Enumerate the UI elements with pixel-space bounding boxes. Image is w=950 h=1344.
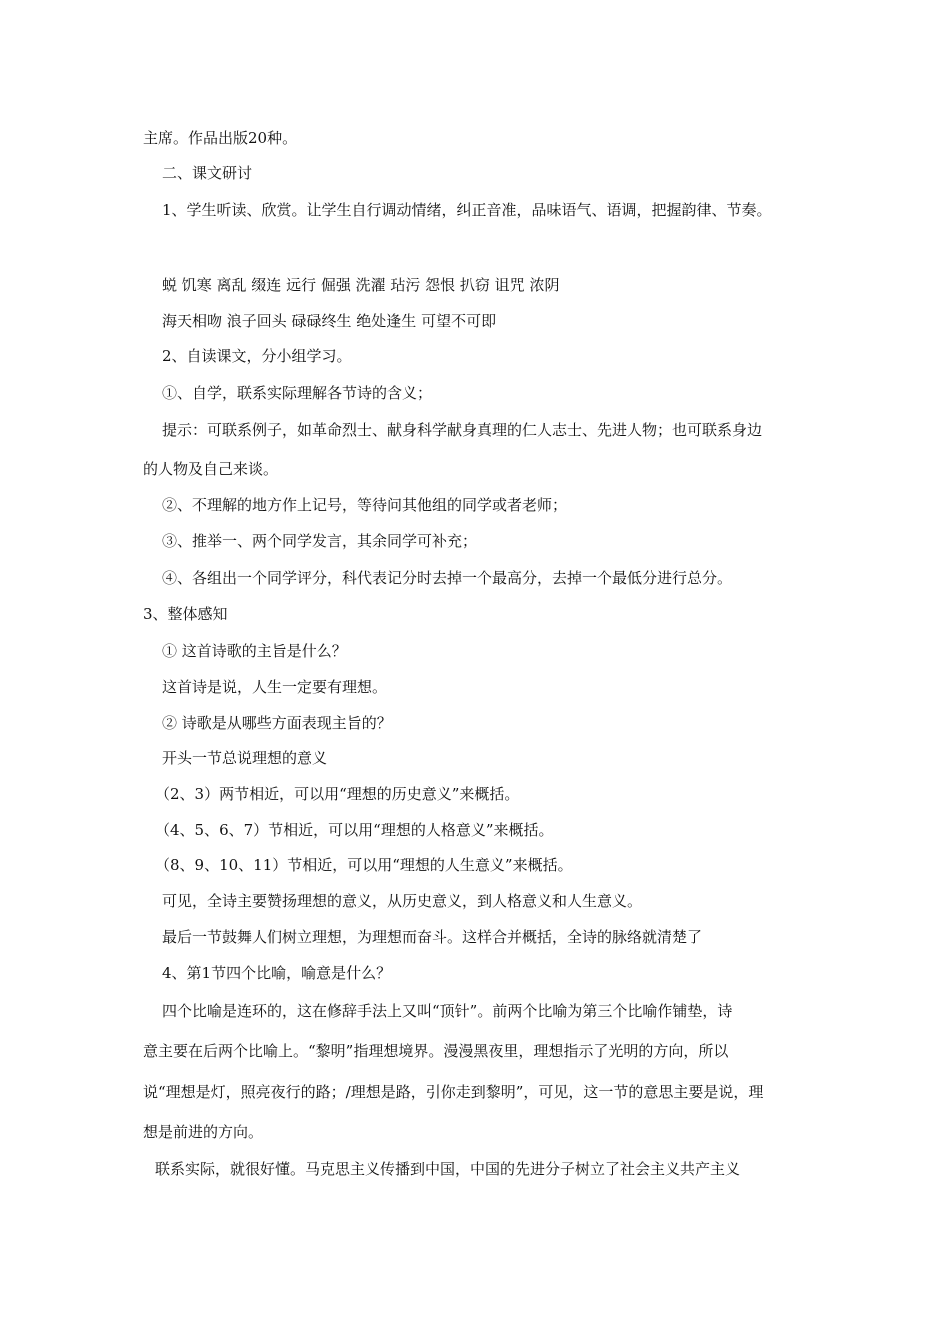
text-line-16: ② 诗歌是从哪些方面表现主旨的？ (162, 714, 392, 732)
text-line-9: 的人物及自己来谈。 (143, 460, 279, 478)
text-line-14: ① 这首诗歌的主旨是什么？ (162, 642, 347, 660)
text-line-19: （4、5、6、7）节相近，可以用“理想的人格意义”来概括。 (155, 821, 554, 839)
text-line-25: 意主要在后两个比喻上。“黎明”指理想境界。漫漫黑夜里，理想指示了光明的方向，所以 (143, 1042, 729, 1060)
text-line-7: ①、自学，联系实际理解各节诗的含义； (162, 384, 433, 402)
text-line-15: 这首诗是说，人生一定要有理想。 (162, 678, 388, 696)
text-line-21: 可见，全诗主要赞扬理想的意义，从历史意义，到人格意义和人生意义。 (162, 892, 643, 910)
text-line-17: 开头一节总说理想的意义 (162, 749, 328, 767)
text-line-3: 1、学生听读、欣赏。让学生自行调动情绪，纠正音准，品味语气、语调，把握韵律、节奏。 (162, 201, 772, 219)
text-line-6: 2、自读课文，分小组学习。 (162, 347, 352, 365)
text-line-20: （8、9、10、11）节相近，可以用“理想的人生意义”来概括。 (155, 856, 573, 874)
text-line-4: 蜕 饥寒 离乱 缀连 远行 倔强 洗濯 玷污 怨恨 扒窃 诅咒 浓阴 (162, 276, 560, 294)
text-line-26: 说“理想是灯，照亮夜行的路；/理想是路，引你走到黎明”，可见，这一节的意思主要是说，理 (143, 1083, 764, 1101)
text-line-22: 最后一节鼓舞人们树立理想，为理想而奋斗。这样合并概括，全诗的脉络就清楚了 (162, 928, 703, 946)
text-line-12: ④、各组出一个同学评分，科代表记分时去掉一个最高分，去掉一个最低分进行总分。 (162, 569, 733, 587)
text-line-18: （2、3）两节相近，可以用“理想的历史意义”来概括。 (155, 785, 520, 803)
text-line-24: 四个比喻是连环的，这在修辞手法上又叫“顶针”。前两个比喻为第三个比喻作铺垫，诗 (162, 1002, 733, 1020)
text-line-27: 想是前进的方向。 (143, 1123, 264, 1141)
text-line-10: ②、不理解的地方作上记号，等待问其他组的同学或者老师； (162, 496, 568, 514)
text-line-1: 主席。作品出版20种。 (143, 129, 298, 147)
text-line-23: 4、第1节四个比喻，喻意是什么？ (162, 964, 392, 982)
text-line-2: 二、课文研讨 (162, 164, 253, 182)
text-line-13: 3、整体感知 (143, 605, 228, 623)
text-line-11: ③、推举一、两个同学发言，其余同学可补充； (162, 532, 478, 550)
text-line-28: 联系实际，就很好懂。马克思主义传播到中国，中国的先进分子树立了社会主义共产主义 (155, 1160, 741, 1178)
text-line-8: 提示：可联系例子，如革命烈士、献身科学献身真理的仁人志士、先进人物；也可联系身边 (162, 421, 763, 439)
text-line-5: 海天相吻 浪子回头 碌碌终生 绝处逢生 可望不可即 (162, 312, 497, 330)
